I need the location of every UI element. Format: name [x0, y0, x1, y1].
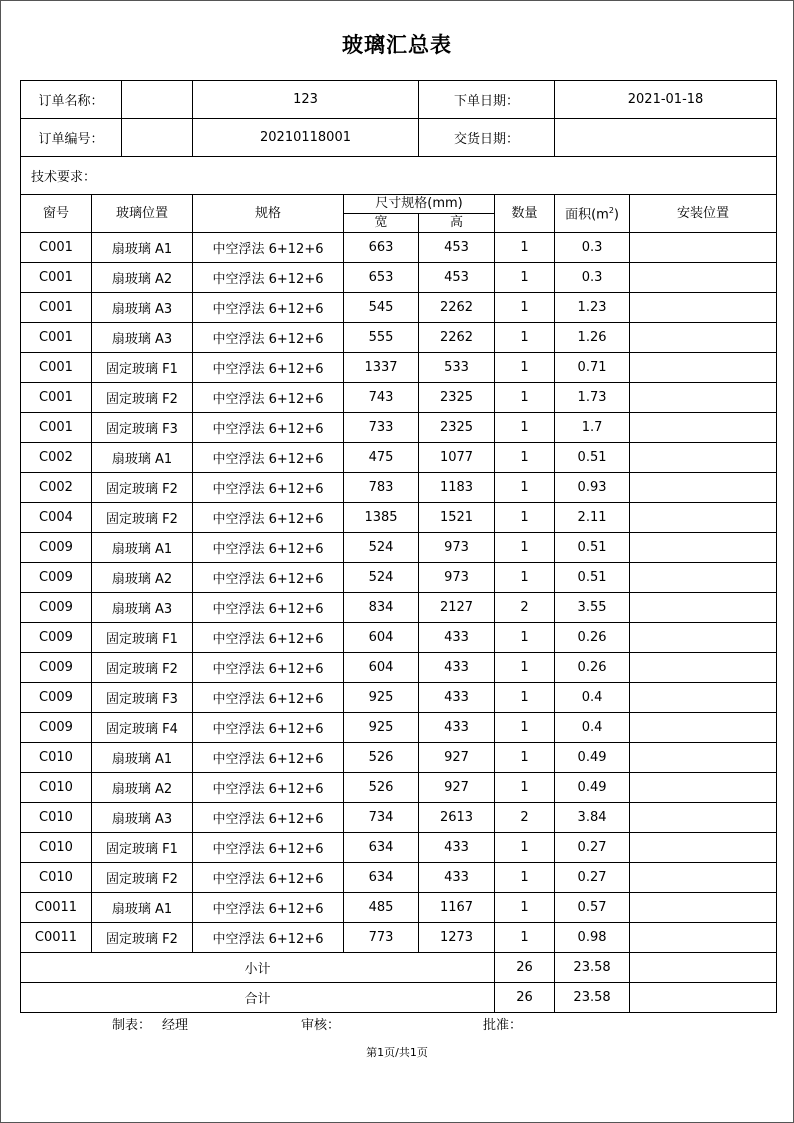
- table-row: [21, 773, 777, 803]
- cell-window-no: C009: [21, 683, 92, 713]
- cell-qty: 1: [495, 383, 555, 413]
- cell-spec: 中空浮法 6+12+6: [193, 623, 344, 653]
- table-row: [21, 683, 777, 713]
- subtotal-row-label: 小计: [21, 953, 495, 983]
- cell-install-position: [630, 713, 777, 743]
- cell-spec: 中空浮法 6+12+6: [193, 353, 344, 383]
- cell-install-position: [630, 893, 777, 923]
- cell-spec: 中空浮法 6+12+6: [193, 233, 344, 263]
- cell-install-position: [630, 803, 777, 833]
- cell-qty: 1: [495, 233, 555, 263]
- cell-spec: 中空浮法 6+12+6: [193, 683, 344, 713]
- order-no-label: 订单编号：: [21, 119, 122, 156]
- table-row: [21, 233, 777, 263]
- cell-install-position: [630, 683, 777, 713]
- cell-area: 0.51: [555, 533, 630, 563]
- cell-qty: 1: [495, 263, 555, 293]
- cell-qty: 1: [495, 413, 555, 443]
- subtotal-row-install: [630, 953, 777, 983]
- cell-glass-position: 扇玻璃 A1: [92, 533, 193, 563]
- cell-area: 1.26: [555, 323, 630, 353]
- cell-qty: 2: [495, 593, 555, 623]
- cell-height: 1183: [419, 473, 495, 503]
- cell-window-no: C001: [21, 293, 92, 323]
- cell-height: 433: [419, 683, 495, 713]
- cell-area: 0.51: [555, 563, 630, 593]
- cell-spec: 中空浮法 6+12+6: [193, 563, 344, 593]
- col-area-label: 面积(m: [565, 207, 609, 223]
- cell-glass-position: 固定玻璃 F2: [92, 653, 193, 683]
- cell-height: 973: [419, 563, 495, 593]
- cell-window-no: C009: [21, 533, 92, 563]
- cell-width: 524: [344, 563, 419, 593]
- cell-qty: 1: [495, 293, 555, 323]
- subtotal-row-qty: 26: [495, 953, 555, 983]
- cell-spec: 中空浮法 6+12+6: [193, 293, 344, 323]
- cell-area: 3.55: [555, 593, 630, 623]
- cell-glass-position: 固定玻璃 F2: [92, 473, 193, 503]
- tech-requirements: 技术要求：: [21, 157, 777, 195]
- cell-install-position: [630, 743, 777, 773]
- cell-height: 2262: [419, 323, 495, 353]
- order-date-label: 下单日期：: [419, 81, 555, 119]
- table-row: [21, 383, 777, 413]
- maker-label: 制表：: [112, 1018, 152, 1033]
- signature-line: [1, 1014, 793, 1032]
- cell-spec: 中空浮法 6+12+6: [193, 863, 344, 893]
- cell-glass-position: 固定玻璃 F1: [92, 623, 193, 653]
- cell-width: 834: [344, 593, 419, 623]
- cell-width: 485: [344, 893, 419, 923]
- order-no-value: 20210118001: [193, 119, 419, 157]
- cell-install-position: [630, 413, 777, 443]
- cell-glass-position: 扇玻璃 A2: [92, 263, 193, 293]
- cell-height: 1273: [419, 923, 495, 953]
- cell-width: 634: [344, 863, 419, 893]
- cell-qty: 1: [495, 623, 555, 653]
- cell-spec: 中空浮法 6+12+6: [193, 653, 344, 683]
- cell-glass-position: 扇玻璃 A2: [92, 773, 193, 803]
- cell-glass-position: 扇玻璃 A3: [92, 593, 193, 623]
- info-row-number: [21, 119, 777, 157]
- cell-qty: 1: [495, 773, 555, 803]
- cell-install-position: [630, 533, 777, 563]
- cell-qty: 2: [495, 803, 555, 833]
- cell-window-no: C002: [21, 443, 92, 473]
- delivery-date-value: [555, 119, 777, 157]
- cell-area: 0.26: [555, 623, 630, 653]
- cell-spec: 中空浮法 6+12+6: [193, 773, 344, 803]
- subtotal-row-area: 23.58: [555, 953, 630, 983]
- cell-area: 0.51: [555, 443, 630, 473]
- cell-area: 0.71: [555, 353, 630, 383]
- document-title: 玻璃汇总表: [342, 33, 452, 57]
- cell-width: 663: [344, 233, 419, 263]
- cell-width: 555: [344, 323, 419, 353]
- cell-window-no: C001: [21, 263, 92, 293]
- cell-width: 733: [344, 413, 419, 443]
- cell-spec: 中空浮法 6+12+6: [193, 323, 344, 353]
- cell-qty: 1: [495, 323, 555, 353]
- col-area-close: ): [613, 207, 619, 223]
- cell-qty: 1: [495, 653, 555, 683]
- col-height: 高: [419, 214, 495, 233]
- cell-glass-position: 固定玻璃 F2: [92, 383, 193, 413]
- table-row: [21, 893, 777, 923]
- cell-glass-position: 固定玻璃 F2: [92, 863, 193, 893]
- cell-glass-position: 扇玻璃 A3: [92, 323, 193, 353]
- cell-window-no: C009: [21, 623, 92, 653]
- cell-width: 604: [344, 623, 419, 653]
- col-spec: 规格: [193, 195, 344, 233]
- cell-spec: 中空浮法 6+12+6: [193, 893, 344, 923]
- cell-glass-position: 固定玻璃 F3: [92, 413, 193, 443]
- table-row: [21, 563, 777, 593]
- cell-install-position: [630, 323, 777, 353]
- col-area: [555, 195, 630, 233]
- col-size: 尺寸规格(mm): [344, 195, 495, 214]
- cell-window-no: C009: [21, 593, 92, 623]
- cell-window-no: C010: [21, 833, 92, 863]
- cell-spec: 中空浮法 6+12+6: [193, 833, 344, 863]
- cell-install-position: [630, 563, 777, 593]
- cell-width: 545: [344, 293, 419, 323]
- cell-height: 433: [419, 653, 495, 683]
- cell-height: 2127: [419, 593, 495, 623]
- total-row-label: 合计: [21, 983, 495, 1013]
- col-install: 安装位置: [630, 195, 777, 233]
- cell-qty: 1: [495, 563, 555, 593]
- cell-window-no: C002: [21, 473, 92, 503]
- cell-install-position: [630, 293, 777, 323]
- cell-width: 604: [344, 653, 419, 683]
- delivery-date-label: 交货日期：: [419, 119, 555, 157]
- cell-spec: 中空浮法 6+12+6: [193, 383, 344, 413]
- cell-height: 453: [419, 233, 495, 263]
- cell-height: 433: [419, 863, 495, 893]
- cell-qty: 1: [495, 863, 555, 893]
- table-row: [21, 653, 777, 683]
- cell-install-position: [630, 353, 777, 383]
- cell-install-position: [630, 623, 777, 653]
- order-name-cell: [21, 81, 193, 119]
- cell-spec: 中空浮法 6+12+6: [193, 803, 344, 833]
- cell-area: 0.27: [555, 863, 630, 893]
- cell-area: 1.73: [555, 383, 630, 413]
- cell-window-no: C009: [21, 563, 92, 593]
- cell-qty: 1: [495, 923, 555, 953]
- cell-height: 533: [419, 353, 495, 383]
- table-row: [21, 623, 777, 653]
- table-row: [21, 293, 777, 323]
- table-row: [21, 713, 777, 743]
- cell-install-position: [630, 383, 777, 413]
- cell-spec: 中空浮法 6+12+6: [193, 923, 344, 953]
- cell-window-no: C001: [21, 323, 92, 353]
- cell-width: 734: [344, 803, 419, 833]
- cell-width: 526: [344, 773, 419, 803]
- cell-window-no: C010: [21, 863, 92, 893]
- order-no-label-cell: [21, 119, 193, 157]
- cell-width: 524: [344, 533, 419, 563]
- cell-spec: 中空浮法 6+12+6: [193, 473, 344, 503]
- glass-summary-table: [20, 80, 777, 1013]
- cell-qty: 1: [495, 893, 555, 923]
- cell-window-no: C001: [21, 353, 92, 383]
- cell-spec: 中空浮法 6+12+6: [193, 503, 344, 533]
- maker-name: 经理: [162, 1018, 189, 1033]
- cell-spec: 中空浮法 6+12+6: [193, 413, 344, 443]
- cell-height: 973: [419, 533, 495, 563]
- table-row: [21, 263, 777, 293]
- table-row: [21, 593, 777, 623]
- cell-install-position: [630, 653, 777, 683]
- cell-qty: 1: [495, 533, 555, 563]
- cell-height: 1167: [419, 893, 495, 923]
- cell-area: 0.49: [555, 743, 630, 773]
- cell-spec: 中空浮法 6+12+6: [193, 263, 344, 293]
- cell-qty: 1: [495, 743, 555, 773]
- table-row: [21, 503, 777, 533]
- cell-area: 0.4: [555, 713, 630, 743]
- total-row-qty: 26: [495, 983, 555, 1013]
- total-row: [21, 983, 777, 1013]
- cell-install-position: [630, 443, 777, 473]
- cell-area: 2.11: [555, 503, 630, 533]
- cell-area: 0.93: [555, 473, 630, 503]
- table-row: [21, 803, 777, 833]
- approver-label: 批准：: [483, 1018, 523, 1033]
- cell-area: 1.23: [555, 293, 630, 323]
- cell-area: 3.84: [555, 803, 630, 833]
- cell-glass-position: 固定玻璃 F4: [92, 713, 193, 743]
- cell-spec: 中空浮法 6+12+6: [193, 593, 344, 623]
- cell-height: 927: [419, 773, 495, 803]
- col-qty: 数量: [495, 195, 555, 233]
- cell-install-position: [630, 593, 777, 623]
- cell-window-no: C009: [21, 713, 92, 743]
- cell-install-position: [630, 503, 777, 533]
- cell-qty: 1: [495, 443, 555, 473]
- cell-window-no: C001: [21, 233, 92, 263]
- cell-width: 475: [344, 443, 419, 473]
- total-row-install: [630, 983, 777, 1013]
- cell-glass-position: 扇玻璃 A1: [92, 893, 193, 923]
- cell-install-position: [630, 773, 777, 803]
- cell-height: 2613: [419, 803, 495, 833]
- cell-height: 2262: [419, 293, 495, 323]
- cell-width: 783: [344, 473, 419, 503]
- cell-install-position: [630, 863, 777, 893]
- cell-install-position: [630, 923, 777, 953]
- cell-install-position: [630, 473, 777, 503]
- cell-height: 1521: [419, 503, 495, 533]
- info-row-tech: [21, 157, 777, 195]
- table-row: [21, 443, 777, 473]
- cell-area: 0.49: [555, 773, 630, 803]
- cell-area: 1.7: [555, 413, 630, 443]
- cell-qty: 1: [495, 683, 555, 713]
- table-row: [21, 413, 777, 443]
- info-row-order: [21, 81, 777, 119]
- cell-glass-position: 固定玻璃 F1: [92, 353, 193, 383]
- table-row: [21, 833, 777, 863]
- cell-install-position: [630, 833, 777, 863]
- order-name-label: 订单名称：: [21, 81, 122, 118]
- cell-glass-position: 扇玻璃 A3: [92, 803, 193, 833]
- table-row: [21, 533, 777, 563]
- header-row-top: [21, 195, 777, 214]
- cell-install-position: [630, 233, 777, 263]
- cell-height: 2325: [419, 383, 495, 413]
- cell-width: 743: [344, 383, 419, 413]
- cell-width: 1337: [344, 353, 419, 383]
- table-row: [21, 323, 777, 353]
- cell-glass-position: 扇玻璃 A1: [92, 743, 193, 773]
- col-area-sup: 2: [608, 206, 614, 216]
- cell-glass-position: 固定玻璃 F2: [92, 923, 193, 953]
- cell-glass-position: 扇玻璃 A3: [92, 293, 193, 323]
- cell-height: 453: [419, 263, 495, 293]
- cell-area: 0.26: [555, 653, 630, 683]
- cell-width: 1385: [344, 503, 419, 533]
- cell-width: 653: [344, 263, 419, 293]
- cell-area: 0.3: [555, 233, 630, 263]
- cell-height: 1077: [419, 443, 495, 473]
- table-row: [21, 353, 777, 383]
- cell-window-no: C001: [21, 413, 92, 443]
- cell-area: 0.57: [555, 893, 630, 923]
- col-glass-position: 玻璃位置: [92, 195, 193, 233]
- cell-glass-position: 固定玻璃 F1: [92, 833, 193, 863]
- cell-height: 433: [419, 833, 495, 863]
- cell-glass-position: 扇玻璃 A1: [92, 233, 193, 263]
- total-row-area: 23.58: [555, 983, 630, 1013]
- table-row: [21, 473, 777, 503]
- cell-area: 0.3: [555, 263, 630, 293]
- cell-height: 433: [419, 713, 495, 743]
- cell-height: 433: [419, 623, 495, 653]
- cell-window-no: C0011: [21, 923, 92, 953]
- cell-spec: 中空浮法 6+12+6: [193, 533, 344, 563]
- cell-height: 927: [419, 743, 495, 773]
- cell-qty: 1: [495, 353, 555, 383]
- cell-window-no: C0011: [21, 893, 92, 923]
- order-date-value: 2021-01-18: [555, 81, 777, 119]
- table-row: [21, 743, 777, 773]
- order-name-value: 123: [193, 81, 419, 119]
- cell-area: 0.4: [555, 683, 630, 713]
- subtotal-row: [21, 953, 777, 983]
- cell-area: 0.98: [555, 923, 630, 953]
- cell-width: 925: [344, 683, 419, 713]
- cell-window-no: C009: [21, 653, 92, 683]
- cell-width: 634: [344, 833, 419, 863]
- cell-window-no: C004: [21, 503, 92, 533]
- cell-height: 2325: [419, 413, 495, 443]
- cell-window-no: C010: [21, 803, 92, 833]
- cell-spec: 中空浮法 6+12+6: [193, 713, 344, 743]
- cell-area: 0.27: [555, 833, 630, 863]
- cell-qty: 1: [495, 473, 555, 503]
- cell-window-no: C010: [21, 743, 92, 773]
- cell-install-position: [630, 263, 777, 293]
- col-width: 宽: [344, 214, 419, 233]
- cell-spec: 中空浮法 6+12+6: [193, 743, 344, 773]
- cell-qty: 1: [495, 833, 555, 863]
- cell-glass-position: 固定玻璃 F2: [92, 503, 193, 533]
- cell-glass-position: 固定玻璃 F3: [92, 683, 193, 713]
- cell-spec: 中空浮法 6+12+6: [193, 443, 344, 473]
- cell-width: 925: [344, 713, 419, 743]
- table-row: [21, 923, 777, 953]
- reviewer-label: 审核：: [301, 1018, 341, 1033]
- cell-qty: 1: [495, 503, 555, 533]
- cell-glass-position: 扇玻璃 A1: [92, 443, 193, 473]
- cell-width: 526: [344, 743, 419, 773]
- col-window-no: 窗号: [21, 195, 92, 233]
- cell-width: 773: [344, 923, 419, 953]
- table-row: [21, 863, 777, 893]
- page-number: 第1页/共1页: [366, 1046, 428, 1059]
- cell-glass-position: 扇玻璃 A2: [92, 563, 193, 593]
- cell-window-no: C001: [21, 383, 92, 413]
- cell-window-no: C010: [21, 773, 92, 803]
- cell-qty: 1: [495, 713, 555, 743]
